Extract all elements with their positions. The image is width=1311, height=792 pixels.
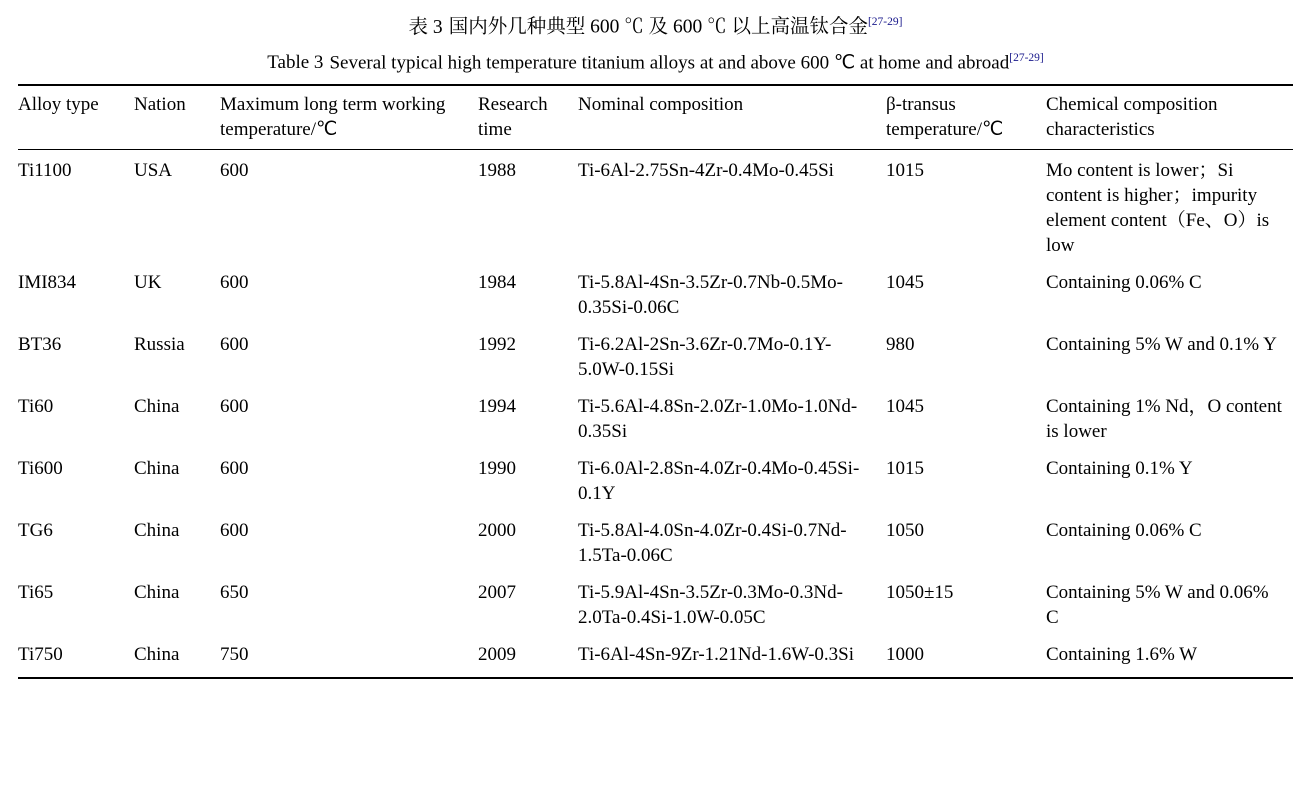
cell-nominal-composition: Ti-5.6Al-4.8Sn-2.0Zr-1.0Mo-1.0Nd-0.35Si: [578, 395, 858, 442]
cell-nation: China: [134, 643, 180, 665]
cell-alloy-type: Ti1100: [18, 159, 72, 181]
table-row: [18, 512, 1293, 574]
cell-nominal-composition: Ti-5.8Al-4.0Sn-4.0Zr-0.4Si-0.7Nd-1.5Ta-0.06C: [578, 519, 847, 566]
table-row: [18, 149, 1293, 264]
column-header-alloy-type: Alloy type: [18, 85, 134, 150]
cell-nation: China: [134, 519, 180, 541]
cell-research-time: 2009: [478, 643, 516, 665]
caption-english-label: Table 3: [267, 51, 324, 73]
cell-research-time: 1992: [478, 333, 516, 355]
column-header-chemical-composition-characteristics: Chemical composition characteristics: [1046, 85, 1293, 150]
table-body: [18, 149, 1293, 677]
table-row: [18, 388, 1293, 450]
alloy-table: [18, 84, 1293, 677]
cell-chemical-characteristics: Containing 1% Nd，O content is lower: [1046, 395, 1282, 442]
cell-max-temperature: 650: [220, 581, 249, 603]
table-row: [18, 574, 1293, 636]
table-caption-english: [18, 44, 1293, 77]
cell-chemical-characteristics: Containing 5% W and 0.1% Y: [1046, 333, 1277, 355]
cell-max-temperature: 600: [220, 333, 249, 355]
cell-nation: China: [134, 581, 180, 603]
cell-research-time: 1988: [478, 159, 516, 181]
column-header-max-working-temperature: Maximum long term working temperature/℃: [220, 85, 478, 150]
cell-chemical-characteristics: Containing 0.06% C: [1046, 519, 1202, 541]
cell-alloy-type: TG6: [18, 519, 53, 541]
table-header-row: [18, 85, 1293, 150]
cell-alloy-type: Ti600: [18, 457, 63, 479]
cell-nation: UK: [134, 271, 162, 293]
cell-chemical-characteristics: Containing 5% W and 0.06% C: [1046, 581, 1269, 628]
cell-research-time: 1990: [478, 457, 516, 479]
cell-beta-transus: 1015: [886, 159, 924, 181]
cell-chemical-characteristics: Containing 1.6% W: [1046, 643, 1198, 665]
table-head: [18, 85, 1293, 150]
cell-beta-transus: 1000: [886, 643, 924, 665]
cell-beta-transus: 980: [886, 333, 915, 355]
caption-english-text: Several typical high temperature titanium alloys at and above 600 ℃ at home and abroad: [329, 51, 1010, 73]
column-header-nominal-composition: Nominal composition: [578, 85, 886, 150]
cell-nominal-composition: Ti-5.9Al-4Sn-3.5Zr-0.3Mo-0.3Nd-2.0Ta-0.4Si-1.0W-0.05C: [578, 581, 843, 628]
cell-nominal-composition: Ti-6.0Al-2.8Sn-4.0Zr-0.4Mo-0.45Si-0.1Y: [578, 457, 860, 504]
cell-nation: Russia: [134, 333, 185, 355]
table-row: [18, 264, 1293, 326]
cell-nominal-composition: Ti-5.8Al-4Sn-3.5Zr-0.7Nb-0.5Mo-0.35Si-0.06C: [578, 271, 843, 318]
caption-chinese-reference: [27-29]: [867, 16, 903, 28]
cell-chemical-characteristics: Containing 0.1% Y: [1046, 457, 1193, 479]
cell-nation: China: [134, 395, 180, 417]
caption-chinese-text: 国内外几种典型 600 ℃ 及 600 ℃ 以上高温钛合金: [448, 16, 868, 38]
cell-nation: USA: [134, 159, 173, 181]
table-bottom-rule: [18, 677, 1293, 679]
cell-nation: China: [134, 457, 180, 479]
cell-nominal-composition: Ti-6Al-4Sn-9Zr-1.21Nd-1.6W-0.3Si: [578, 643, 855, 665]
cell-chemical-characteristics: Mo content is lower；Si content is higher；impurity element content（Fe、O）is low: [1046, 159, 1270, 256]
cell-alloy-type: Ti65: [18, 581, 54, 603]
cell-max-temperature: 600: [220, 395, 249, 417]
cell-max-temperature: 600: [220, 519, 249, 541]
cell-alloy-type: Ti60: [18, 395, 54, 417]
cell-max-temperature: 600: [220, 457, 249, 479]
table-row: [18, 636, 1293, 677]
cell-research-time: 2007: [478, 581, 516, 603]
cell-beta-transus: 1045: [886, 271, 924, 293]
cell-max-temperature: 600: [220, 159, 249, 181]
cell-alloy-type: IMI834: [18, 271, 77, 293]
column-header-beta-transus-temperature: β-transus temperature/℃: [886, 85, 1046, 150]
cell-nominal-composition: Ti-6Al-2.75Sn-4Zr-0.4Mo-0.45Si: [578, 159, 834, 181]
table-row: [18, 450, 1293, 512]
column-header-nation: Nation: [134, 85, 220, 150]
table-row: [18, 326, 1293, 388]
column-header-research-time: Research time: [478, 85, 578, 150]
cell-research-time: 1984: [478, 271, 516, 293]
cell-beta-transus: 1050±15: [886, 581, 954, 603]
cell-max-temperature: 750: [220, 643, 249, 665]
cell-max-temperature: 600: [220, 271, 249, 293]
table-caption-chinese: [18, 8, 1293, 42]
cell-research-time: 1994: [478, 395, 516, 417]
cell-alloy-type: BT36: [18, 333, 62, 355]
cell-nominal-composition: Ti-6.2Al-2Sn-3.6Zr-0.7Mo-0.1Y-5.0W-0.15Si: [578, 333, 832, 380]
cell-beta-transus: 1045: [886, 395, 924, 417]
cell-alloy-type: Ti750: [18, 643, 63, 665]
cell-beta-transus: 1050: [886, 519, 924, 541]
caption-chinese-label: 表 3: [408, 16, 443, 38]
caption-english-reference: [27-29]: [1009, 51, 1044, 64]
cell-research-time: 2000: [478, 519, 516, 541]
cell-beta-transus: 1015: [886, 457, 924, 479]
cell-chemical-characteristics: Containing 0.06% C: [1046, 271, 1202, 293]
